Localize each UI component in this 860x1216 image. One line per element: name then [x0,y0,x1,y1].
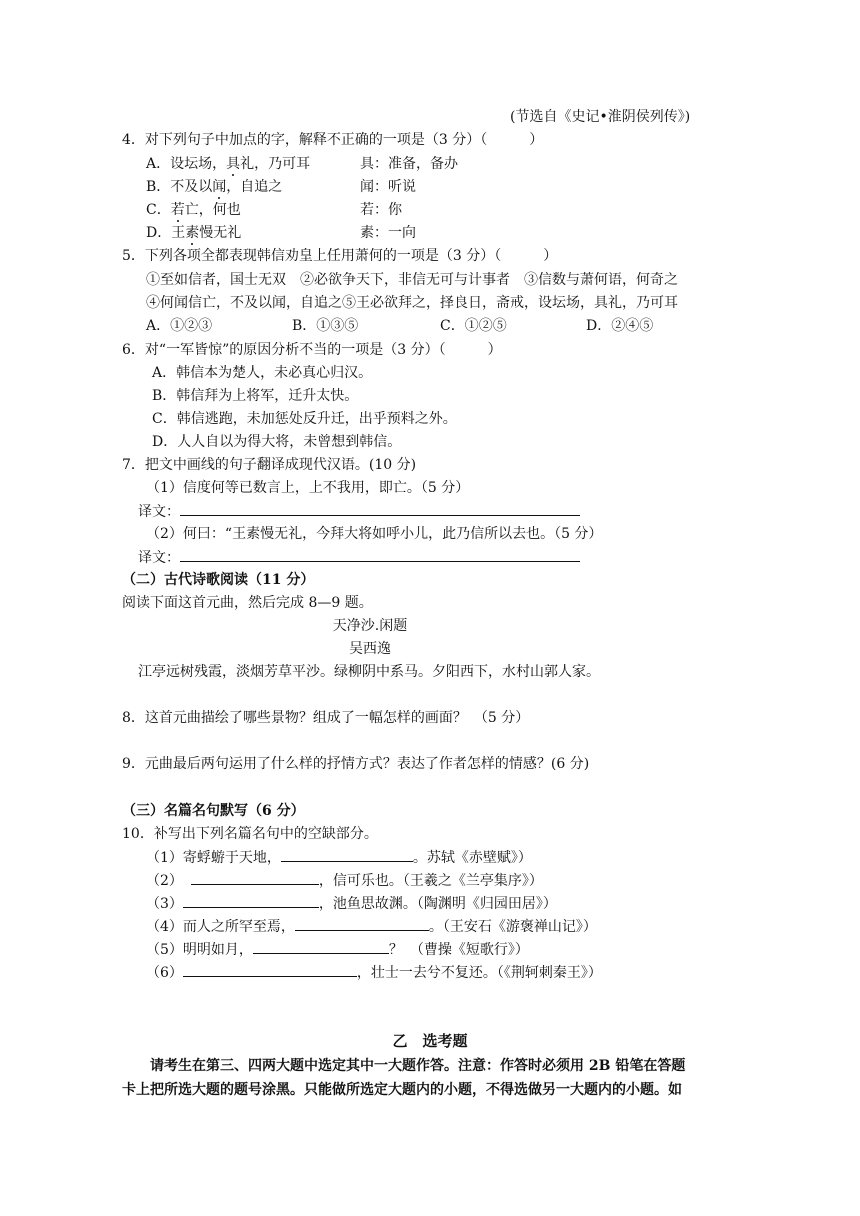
q10-item-5 [146,939,529,960]
q6-option-d: D．人人自以为得大将，未曾想到韩信。 [152,434,402,450]
q4-b-pre: B．不及以 [146,179,213,195]
q10-item-3-pre: （3） [146,896,183,912]
poem-text: 江亭远树残霞，淡烟芳草平沙。绿柳阴中系马。夕阳西下，水村山郭人家。 [138,664,600,680]
q10-item-6-pre: （6） [146,965,183,981]
q4-a-pre: A．设坛场， [146,156,227,172]
q10-item-4-post: 。（王安石《游褒禅山记》） [428,919,597,935]
q6-option-a: A．韩信本为楚人，未必真心归汉。 [152,365,373,381]
q5-line2: ④何闻信亡，不及以闻，自追之⑤王必欲拜之，择良日，斋戒，设坛场，具礼，乃可耳 [146,295,678,311]
q7-sentence1: （1）信度何等已数言上，上不我用，即亡。（5 分） [146,480,470,496]
q7-sentence2: （2）何曰：“王素慢无礼，今拜大将如呼小儿，此乃信所以去也。（5 分） [146,526,603,542]
section2-intro: 阅读下面这首元曲，然后完成 8—9 题。 [122,595,373,611]
q7-stem: 7．把文中画线的句子翻译成现代汉语。(10 分) [122,457,417,473]
q7-answer1-line[interactable] [180,501,580,516]
q7-answer2-label: 译文： [138,550,180,566]
q4-c-post: 亡，何也 [184,202,241,218]
q4-c-pre: C． [146,202,171,218]
q4-d-gloss: 素：一向 [360,225,416,241]
q10-item-6 [146,962,602,983]
q10-stem: 10．补写出下列名篇名句中的空缺部分。 [122,826,378,842]
section3-heading: （三）名篇名句默写（6 分） [122,803,305,819]
q4-stem: 4．对下列句子中加点的字，解释不正确的一项是（3 分）（ ） [122,132,544,148]
part-b-instruction-line1: 请考生在第三、四两大题中选定其中一大题作答。注意：作答时必须用 2B 铅笔在答题 [150,1058,686,1074]
q9-text: 9．元曲最后两句运用了什么样的抒情方式？表达了作者怎样的情感？(6 分) [122,756,590,772]
q4-d-pre: D．王 [146,225,186,241]
q7-answer1-label: 译文： [138,504,180,520]
q4-c-gloss: 若：你 [360,202,402,218]
q10-item-1-blank[interactable] [281,847,413,862]
q7-answer2 [138,547,580,568]
q5-stem: 5．下列各项全都表现韩信劝皇上任用萧何的一项是（3 分）（ ） [122,248,558,264]
q10-item-3-post: ，池鱼思故渊。（陶渊明《归园田居》） [318,896,557,912]
q4-a-dotted: 具 [226,156,241,172]
q6-option-c: C．韩信逃跑，未加惩处反升迁，出乎预料之外。 [152,411,457,427]
source-citation: (节选自《史记•淮阴侯列传》) [510,109,691,125]
q4-d-post: 慢无礼 [199,225,242,241]
q4-option-a [146,154,310,174]
q10-item-4-blank[interactable] [295,916,429,931]
q10-item-2-post: ，信可乐也。（王羲之《兰亭集序》） [318,873,543,889]
section2-heading: （二）古代诗歌阅读（11 分） [122,572,315,588]
q4-b-post: ，自追之 [226,179,283,195]
q7-answer2-line[interactable] [180,547,580,562]
q8-text: 8．这首元曲描绘了哪些景物？组成了一幅怎样的画面？ （5 分） [122,710,530,726]
q10-item-5-post: ？ （曹操《短歌行》） [388,942,529,958]
q10-item-3 [146,893,557,914]
q4-option-d [146,223,241,243]
q4-option-b [146,177,282,197]
q4-a-post: 礼，乃可耳 [240,156,311,172]
q10-item-6-blank[interactable] [183,962,357,977]
q10-item-2-blank[interactable] [191,870,319,885]
q10-item-5-blank[interactable] [253,939,389,954]
part-b-heading: 乙 选考题 [392,1032,468,1050]
part-b-instruction-line2: 卡上把所选大题的题号涂黑。只能做所选定大题内的小题，不得选做另一大题内的小题。如 [122,1082,682,1098]
q10-item-1-pre: （1）寄蜉蝣于天地， [146,850,281,866]
q10-item-3-blank[interactable] [183,893,319,908]
poem-author: 吴西逸 [349,641,391,657]
q10-item-4 [146,916,597,937]
q5-option-d: D．②④⑤ [586,318,654,334]
q5-option-c: C．①②⑤ [440,318,507,334]
q10-item-2-pre: （2） [146,873,183,889]
q4-b-gloss: 闻：听说 [360,179,416,195]
q7-answer1 [138,501,580,522]
poem-title: 天净沙.闲题 [332,618,408,634]
q6-stem: 6．对“一军皆惊”的原因分析不当的一项是（3 分）（ ） [122,342,502,358]
q10-item-2 [146,870,543,891]
q5-option-b: B．①③⑤ [292,318,359,334]
q10-item-6-post: ，壮士一去兮不复还。（《荆轲刺秦王》） [356,965,602,981]
q5-option-a: A．①②③ [146,318,213,334]
q4-a-gloss: 具：准备，备办 [360,156,458,172]
q5-line1: ①至如信者，国士无双 ②必欲争天下，非信无可与计事者 ③信数与萧何语，何奇之 [146,272,678,288]
q4-d-dotted: 素 [185,225,200,241]
q4-option-c [146,200,241,220]
q10-item-1 [146,847,532,868]
q4-b-dotted: 闻 [212,179,227,195]
q10-item-5-pre: （5）明明如月， [146,942,253,958]
q10-item-4-pre: （4）而人之所罕至焉， [146,919,295,935]
q10-item-1-post: 。苏轼《赤壁赋》） [412,850,532,866]
q4-c-dotted: 若 [170,202,185,218]
q6-option-b: B．韩信拜为上将军，迁升太快。 [152,388,359,404]
